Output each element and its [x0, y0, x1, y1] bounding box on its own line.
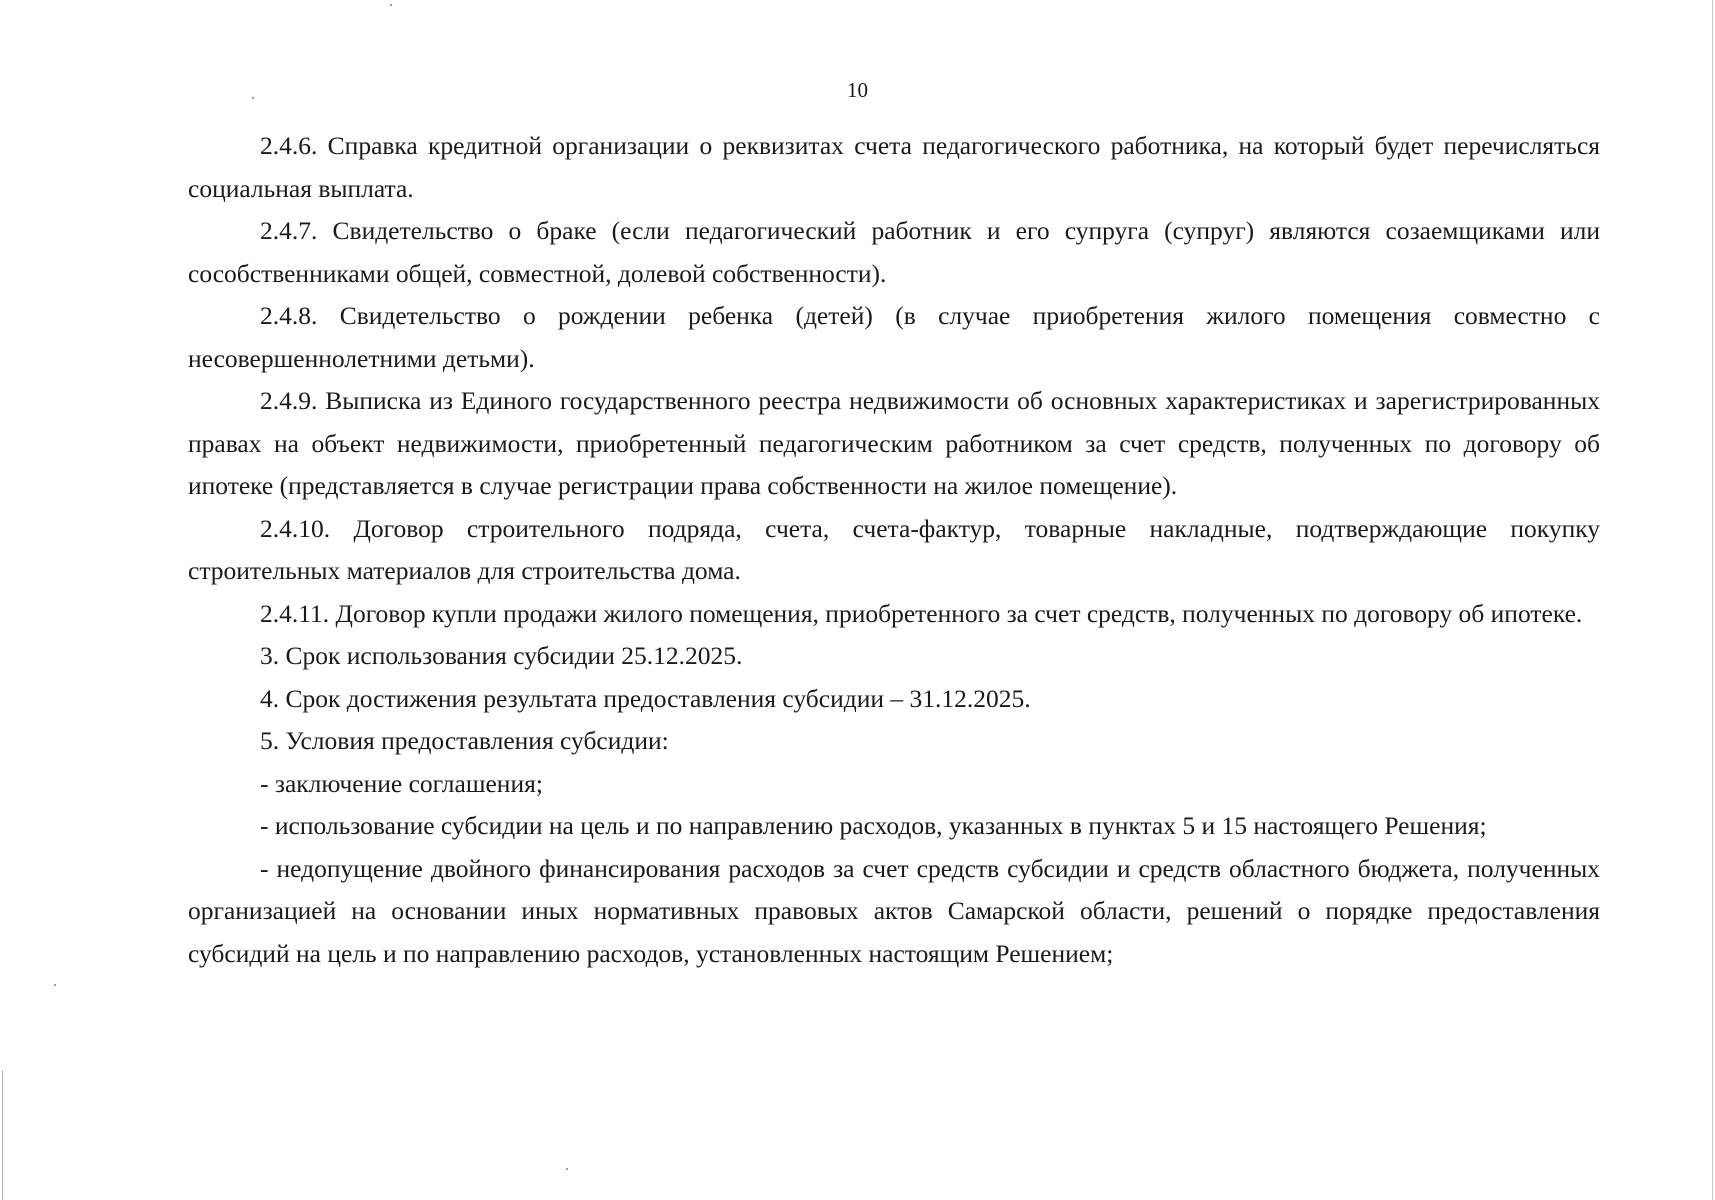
paragraph-2-4-10: 2.4.10. Договор строительного подряда, счета, счета-фактур, товарные накладные, подтверждающие покупку строительных материалов для строительства дома. — [188, 513, 1600, 585]
scan-speck — [566, 1168, 568, 1170]
paragraph-2-4-8: 2.4.8. Свидетельство о рождении ребенка (детей) (в случае приобретения жилого помещения совместно с несовершеннолетними детьми). — [188, 301, 1600, 373]
list-item-agreement: - заключение соглашения; — [260, 768, 543, 798]
list-item-subsidy-use: - использование субсидии на цель и по направлению расходов, указанных в пунктах 5 и 15 настоящего Решения; — [260, 811, 1487, 840]
page-number: 10 — [847, 78, 868, 102]
list-item-no-double-financing: - недопущение двойного финансирования расходов за счет средств субсидии и средств областного бюджета, полученных организацией на основании иных нормативных правовых актов Самарской области, решений о порядке предоставления субсидий на цель и по направлению расходов, установленных настоящим Решением; — [188, 853, 1600, 968]
scan-speck — [54, 984, 56, 986]
scan-edge-left — [2, 1070, 3, 1200]
document-body — [188, 125, 1600, 975]
scan-edge-right — [1712, 0, 1713, 1200]
scan-speck — [252, 97, 254, 99]
paragraph-4: 4. Срок достижения результата предоставления субсидии – 31.12.2025. — [260, 683, 1031, 713]
paragraph-3: 3. Срок использования субсидии 25.12.2025. — [260, 641, 743, 670]
paragraph-2-4-7: 2.4.7. Свидетельство о браке (если педагогический работник и его супруга (супруг) являются созаемщиками или сособственниками общей, совместной, долевой собственности). — [188, 216, 1600, 288]
scan-speck — [390, 4, 392, 6]
paragraph-2-4-6: 2.4.6. Справка кредитной организации о реквизитах счета педагогического работника, на который будет перечисляться социальная выплата. — [188, 131, 1600, 203]
paragraph-2-4-9: 2.4.9. Выписка из Единого государственного реестра недвижимости об основных характеристиках и зарегистрированных правах на объект недвижимости, приобретенный педагогическим работником за счет средств, полученных по договору об ипотеке (представляется в случае регистрации права собственности на жилое помещение). — [188, 386, 1600, 500]
paragraph-2-4-11: 2.4.11. Договор купли продажи жилого помещения, приобретенного за счет средств, полученных по договору об ипотеке. — [260, 598, 1583, 628]
paragraph-5: 5. Условия предоставления субсидии: — [260, 726, 669, 755]
